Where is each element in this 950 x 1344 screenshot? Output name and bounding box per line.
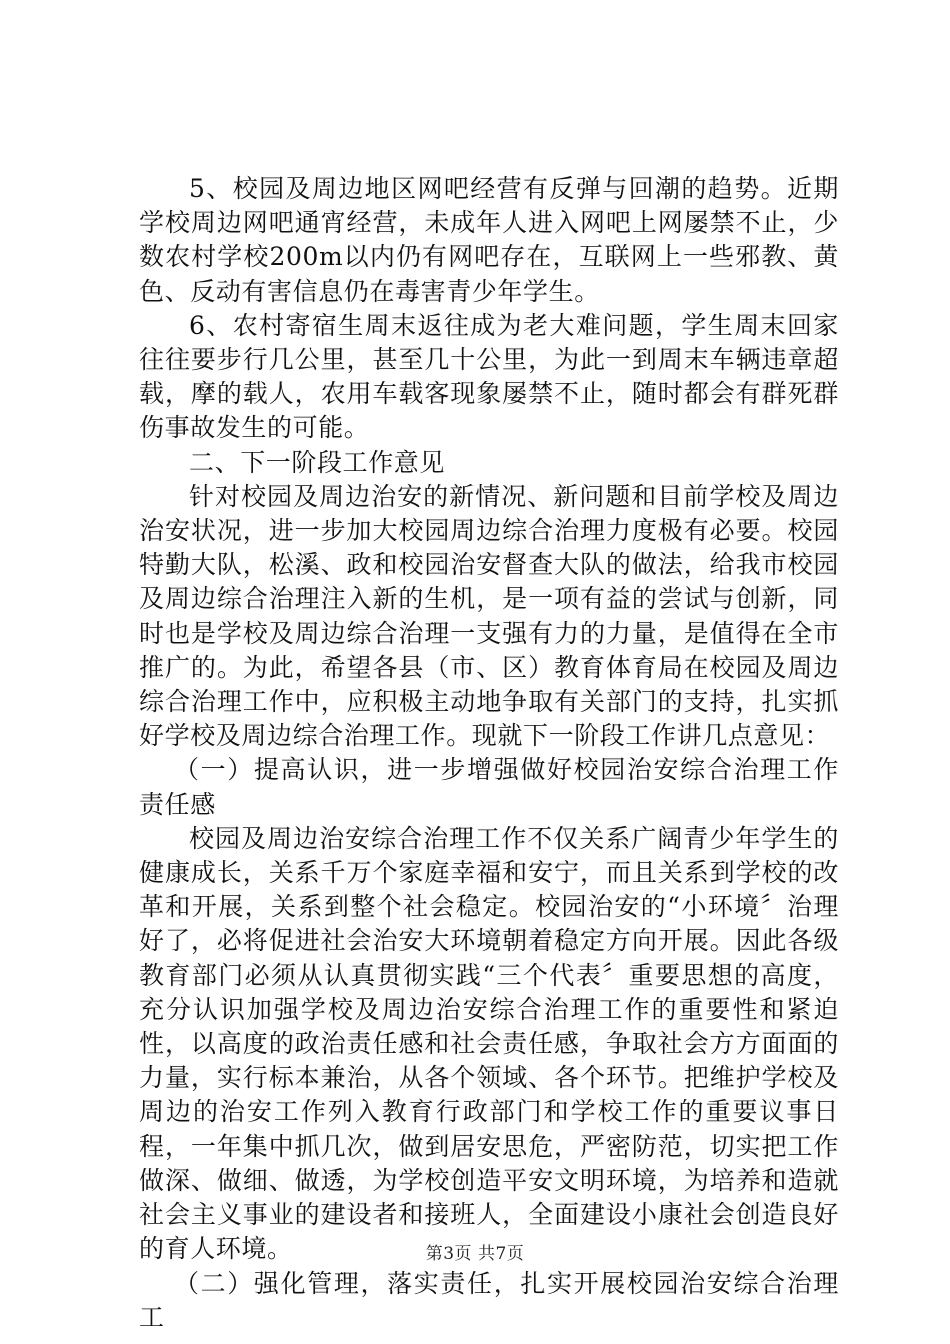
paragraph-raise-awareness-body: 校园及周边治安综合治理工作不仅关系广阔青少年学生的健康成长，关系千万个家庭幸福和安宁，而且关系到学校的改革和开展，关系到整个社会稳定。校园治安的“小环境〞治理好了，必将促进社会治安大环境朝着稳定方向开展。因此各级教育部门必须从认真贯彻实践“三个代表〞重要思想的高度，充分认识加强学校及周边治安综合治理工作的重要性和紧迫性，以高度的政治责任感和社会责任感，争取社会方方面面的力量，实行标本兼治，从各个领域、各个环节。把维护学校及周边的治安工作列入教育行政部门和学校工作的重要议事日程，一年集中抓几次，做到居安思危，严密防范，切实把工作做深、做细、做透，为学校创造平安文明环境，为培养和造就社会主义事业的建设者和接班人，全面建设小康社会创造良好的育人环境。 <box>139 823 839 1264</box>
paragraph-item-5-internet-cafes: 5、校园及周边地区网吧经营有反弹与回潮的趋势。近期学校周边网吧通宵经营，未成年人进入网吧上网屡禁不止，少数农村学校200m以内仍有网吧存在，互联网上一些邪教、黄色、反动有害信息仍在毒害青少年学生。 <box>139 174 839 306</box>
page-number-footer: 第3页 共7页 <box>425 1244 525 1264</box>
subheading-raise-awareness: （一）提高认识，进一步增强做好校园治安综合治理工作责任感 <box>139 755 839 819</box>
section-heading-next-stage: 二、下一阶段工作意见 <box>189 447 446 477</box>
subheading-strengthen-management: （二）强化管理，落实责任，扎实开展校园治安综合治理工 <box>139 1268 839 1332</box>
paragraph-item-6-boarding-students: 6、农村寄宿生周末返往成为老大难问题，学生周末回家往往要步行几公里，甚至几十公里，为此一到周末车辆违章超载，摩的载人，农用车载客现象屡禁不止，随时都会有群死群伤事故发生的可能。 <box>139 310 839 443</box>
paragraph-next-stage-intro: 针对校园及周边治安的新情况、新问题和目前学校及周边治安状况，进一步加大校园周边综合治理力度极有必要。校园特勤大队，松溪、政和校园治安督查大队的做法，给我市校园及周边综合治理注入新的生机，是一项有益的尝试与创新，同时也是学校及周边综合治理一支强有力的力量，是值得在全市推广的。为此，希望各县（市、区）教育体育局在校园及周边综合治理工作中，应积极主动地争取有关部门的支持，扎实抓好学校及周边综合治理工作。现就下一阶段工作讲几点意见： <box>139 481 839 751</box>
document-body <box>139 172 839 1335</box>
